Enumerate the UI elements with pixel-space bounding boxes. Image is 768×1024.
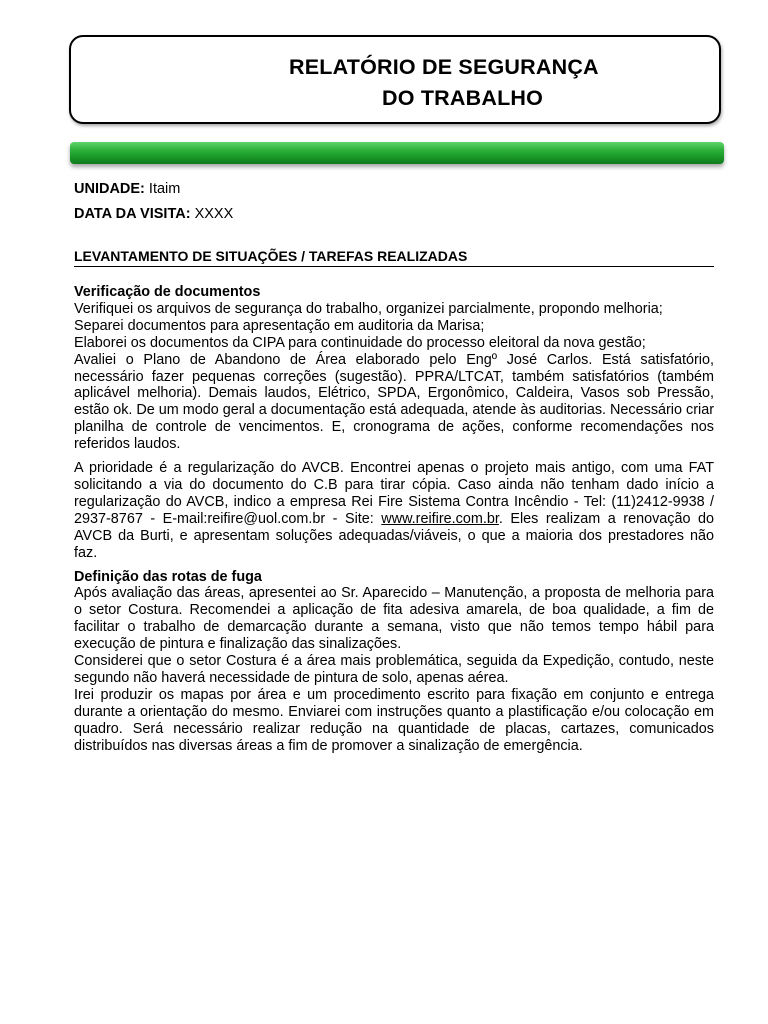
- reifire-site-link[interactable]: www.reifire.com.br: [381, 510, 499, 527]
- green-divider-bar: [70, 142, 724, 164]
- unit-label: UNIDADE:: [74, 181, 145, 197]
- escape-heading: Definição das rotas de fuga: [74, 568, 262, 585]
- visit-date-field: [74, 206, 233, 222]
- unit-value: Itaim: [148, 181, 181, 197]
- report-title-line-2: DO TRABALHO: [382, 86, 544, 110]
- docs-heading: Verificação de documentos: [74, 284, 261, 300]
- docs-paragraph-5: [74, 460, 714, 561]
- escape-paragraph-3: Irei produzir os mapas por área e um procedimento escrito para fixação em conjunto e entrega durante a orientação do mesmo. Enviarei com instruções quanto a plastificação e/ou colocação em quadro. Será necessário realizar redução na quantidade de placas, cartazes, comunicados distribuídos nas diversas áreas a fim de promover a sinalização de emergência.: [74, 686, 714, 754]
- visit-date-value: XXXX: [194, 206, 234, 222]
- report-body: [74, 284, 714, 754]
- visit-date-label: DATA DA VISITA:: [74, 206, 191, 222]
- unit-field: [74, 181, 180, 197]
- escape-paragraph-2: Considerei que o setor Costura é a área mais problemática, seguida da Expedição, contudo, neste segundo não haverá necessidade de pintura de solo, apenas aérea.: [74, 653, 714, 686]
- avcb-text-end: . Eles realizam a renovação do AVCB da Burti, e apresentam soluções adequadas/viáveis, o que a maioria dos prestadores não faz.: [74, 510, 714, 561]
- report-title-line-1: RELATÓRIO DE SEGURANÇA: [289, 55, 599, 79]
- escape-paragraph-1: Após avaliação das áreas, apresentei ao Sr. Aparecido – Manutenção, a proposta de melhoria para o setor Costura. Recomendei a aplicação de fita adesiva amarela, de boa qualidade, a fim de facilitar o trabalho de demarcação durante a semana, visto que não temos tempo hábil para execução de pintura e finalização das sinalizações.: [74, 585, 714, 653]
- report-title-box: [69, 35, 721, 124]
- docs-paragraph-2: Separei documentos para apresentação em auditoria da Marisa;: [74, 317, 485, 334]
- avcb-text-start: A prioridade é a regularização do AVCB. Encontrei apenas o projeto mais antigo, com uma FAT solicitando a via do documento do C.B para tirar cópia. Caso ainda não tenham dado início a regularização do AVCB, indico a empresa Rei Fire Sistema Contra Incêndio - Tel: (11)2412-9938 / 2937-8767 - E-mail:reifire@uol.com.br - Site:: [74, 460, 714, 527]
- docs-paragraph-4: Avaliei o Plano de Abandono de Área elaborado pelo Engº José Carlos. Está satisfatório, necessário fazer pequenas correções (sugestão). PPRA/LTCAT, também satisfatórios (também aplicável melhoria). Demais laudos, Elétrico, SPDA, Ergonômico, Caldeira, Vasos sob Pressão, estão ok. De um modo geral a documentação está adequada, atende às auditorias. Necessário criar planilha de controle de vencimentos. E, cronograma de ações, conforme recomendações nos referidos laudos.: [74, 351, 714, 453]
- docs-paragraph-1: Verifiquei os arquivos de segurança do trabalho, organizei parcialmente, propondo melhoria;: [74, 300, 663, 317]
- docs-paragraph-3: Elaborei os documentos da CIPA para continuidade do processo eleitoral da nova gestão;: [74, 334, 646, 351]
- section-title: LEVANTAMENTO DE SITUAÇÕES / TAREFAS REALIZADAS: [74, 248, 714, 267]
